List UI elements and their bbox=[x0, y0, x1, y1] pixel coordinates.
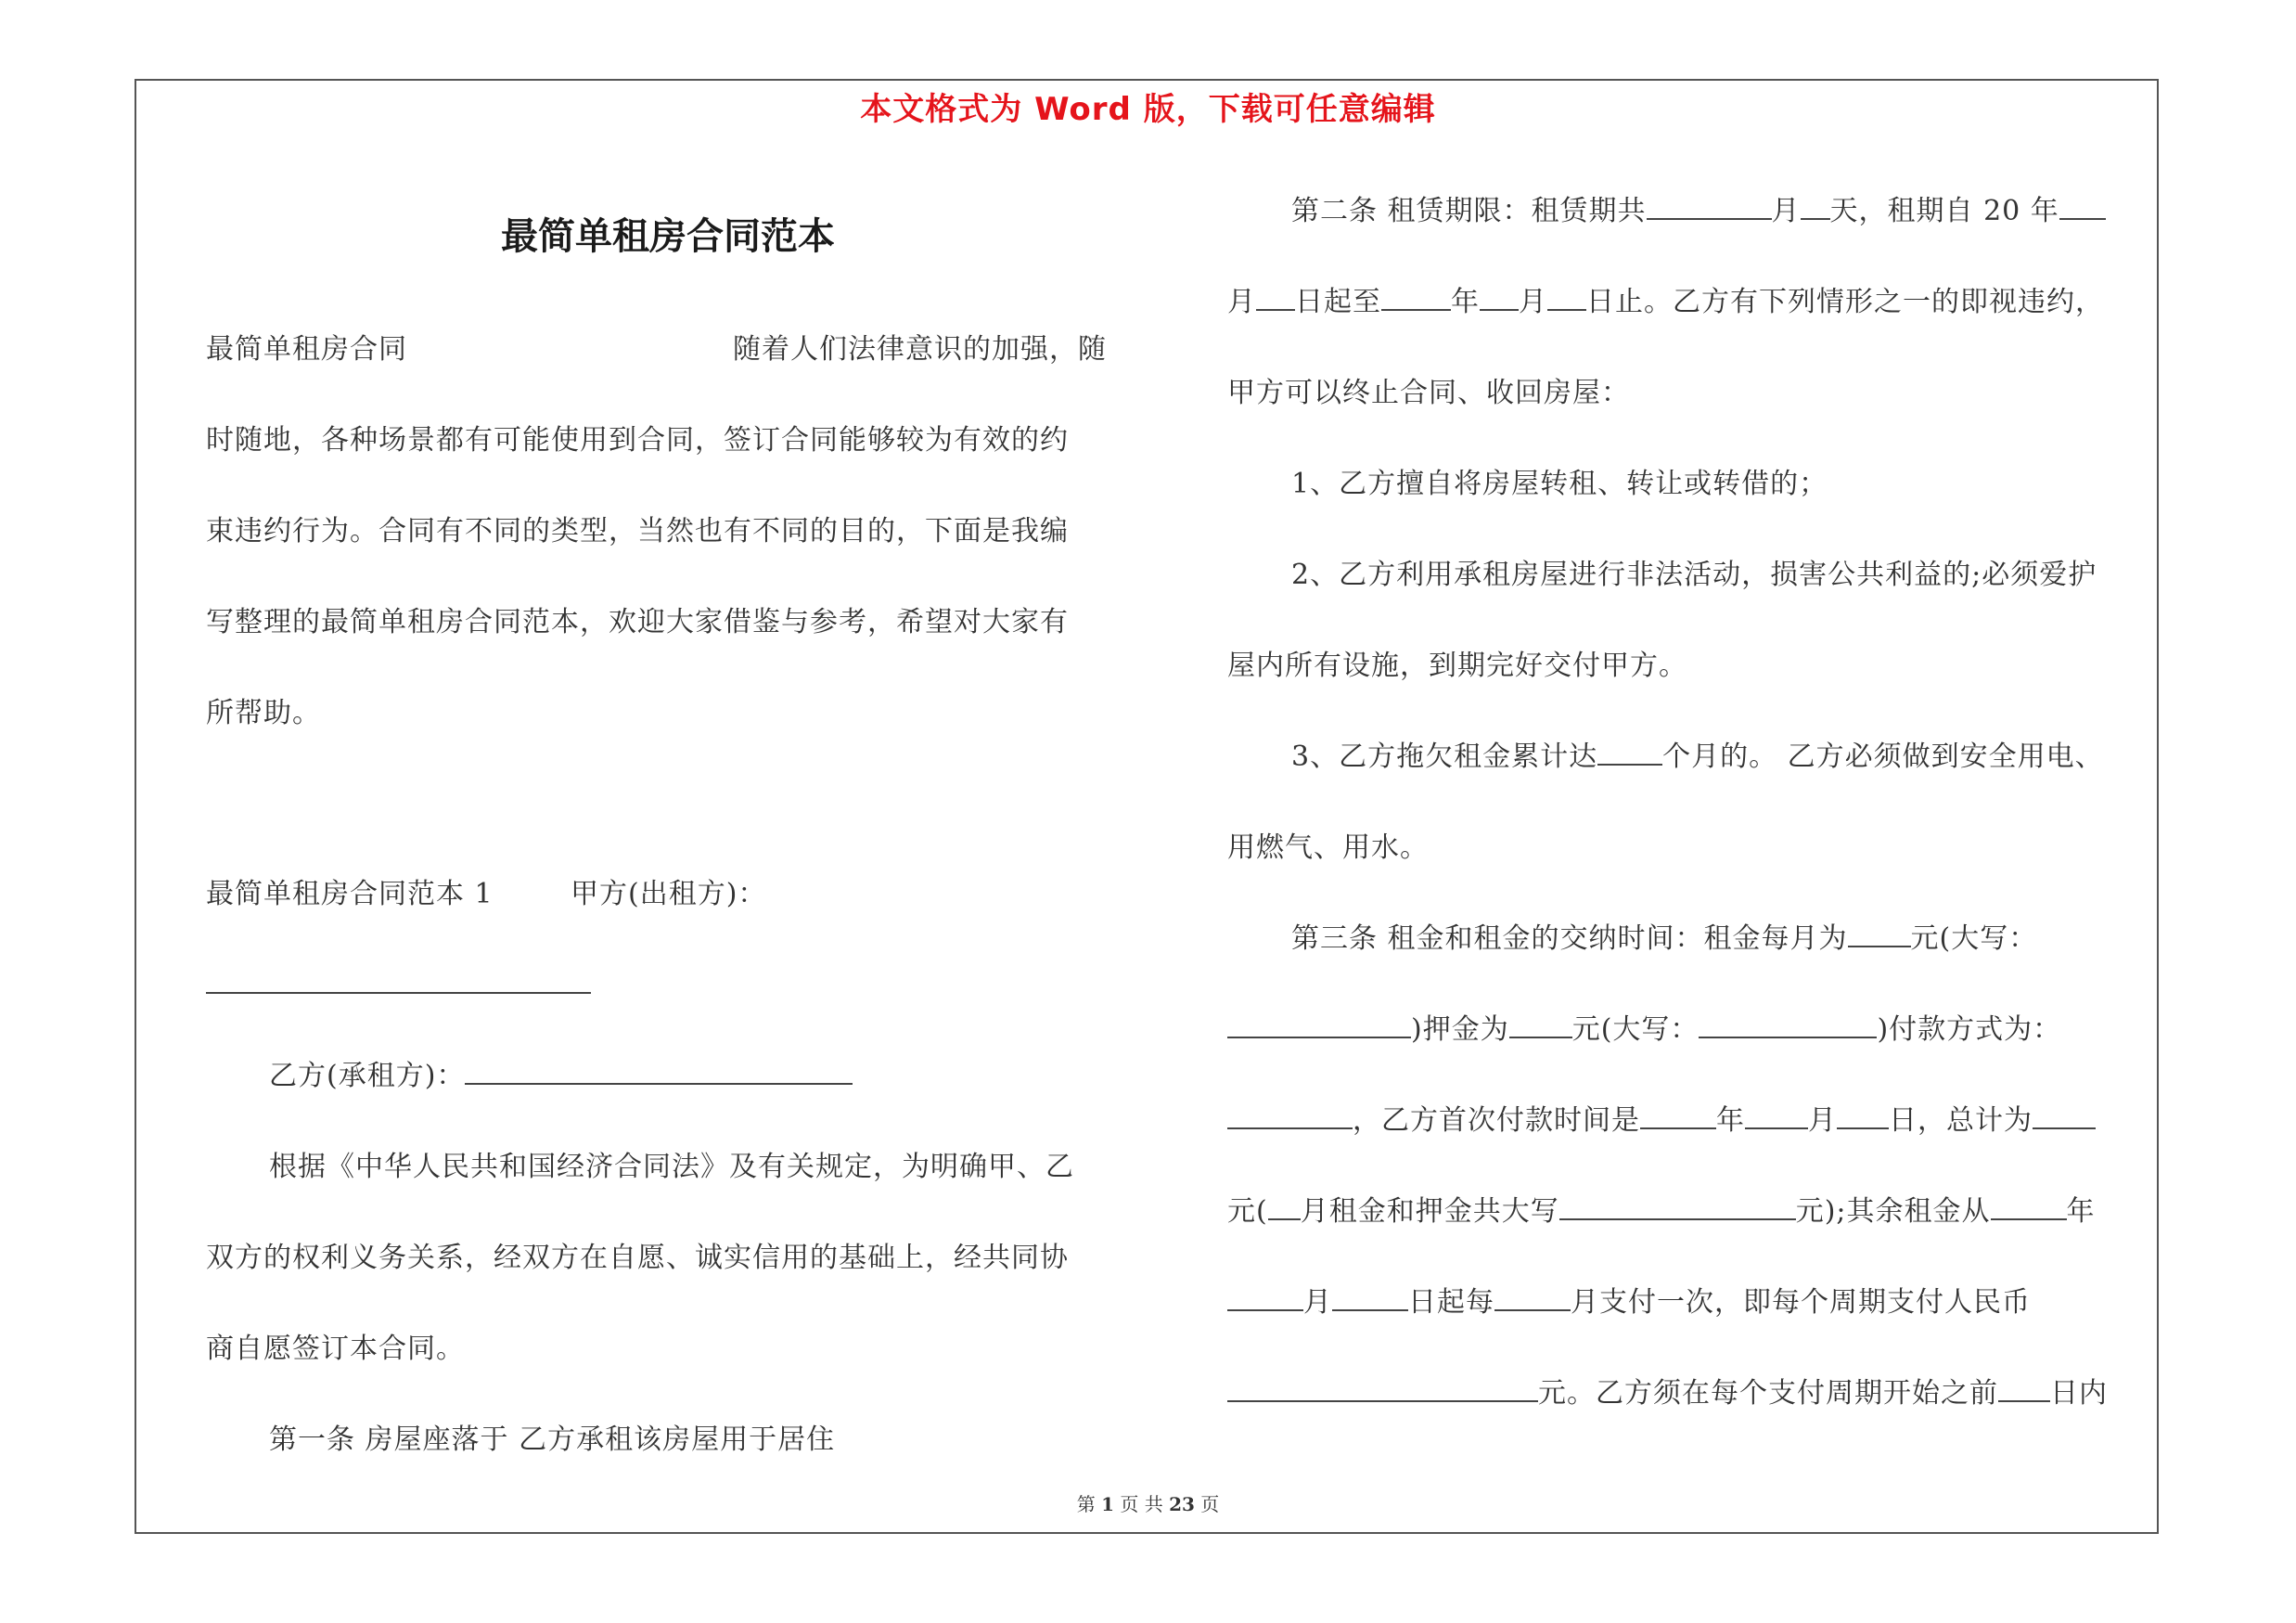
party-a-blank bbox=[206, 963, 591, 1008]
party-b-label: 乙方(承租方)： bbox=[269, 1060, 466, 1092]
article-1: 第一条 房屋座落于 乙方承租该房屋用于居住 bbox=[269, 1423, 836, 1456]
format-banner: 本文格式为 Word 版，下载可任意编辑 bbox=[860, 91, 1436, 128]
violation-item-3: 3、乙方拖欠租金累计达 个月的。 乙方必须做到安全用电、 bbox=[1291, 735, 2104, 779]
intro-line-1: 随着人们法律意识的加强，随 bbox=[733, 333, 1107, 366]
violation-item-1: 1、乙方擅自将房屋转租、转让或转借的； bbox=[1291, 468, 1828, 500]
violation-item-2-cont: 屋内所有设施，到期完好交付甲方。 bbox=[1227, 650, 1687, 682]
total-pages: 23 bbox=[1169, 1493, 1195, 1515]
party-b-row bbox=[269, 1054, 853, 1099]
violation-item-2: 2、乙方利用承租房屋进行非法活动，损害公共利益的;必须爱护 bbox=[1291, 559, 2097, 591]
article-2-line-1: 第二条 租赁期限：租赁期共 月 天，租期自 20 年 bbox=[1291, 189, 2106, 234]
violation-item-3-cont: 用燃气、用水。 bbox=[1227, 831, 1429, 864]
party-b-blank bbox=[465, 1055, 853, 1085]
intro-line-5: 所帮助。 bbox=[206, 697, 321, 729]
basis-line-2: 双方的权利义务关系，经双方在自愿、诚实信用的基础上，经共同协 bbox=[206, 1242, 1069, 1274]
article-3-line-2: )押金为 元(大写： )付款方式为： bbox=[1227, 1008, 2061, 1052]
intro-line-3: 束违约行为。合同有不同的类型，当然也有不同的目的，下面是我编 bbox=[206, 515, 1069, 547]
intro-heading: 最简单租房合同 bbox=[206, 333, 407, 366]
intro-line-4: 写整理的最简单租房合同范本，欢迎大家借鉴与参考，希望对大家有 bbox=[206, 606, 1069, 638]
party-a-label: 甲方(出租方)： bbox=[571, 878, 767, 910]
intro-line-2: 时随地，各种场景都有可能使用到合同，签订合同能够较为有效的约 bbox=[206, 424, 1069, 457]
article-3-line-1: 第三条 租金和租金的交纳时间：租金每月为 元(大写： bbox=[1291, 917, 2037, 961]
article-3-line-3: ，乙方首次付款时间是 年 月 日，总计为 bbox=[1227, 1099, 2096, 1143]
article-3-line-4: 元( 月租金和押金共大写 元);其余租金从 年 bbox=[1227, 1190, 2096, 1234]
current-page: 1 bbox=[1101, 1493, 1114, 1515]
article-2-line-2: 月 日起至 年 月 日止。乙方有下列情形之一的即视违约， bbox=[1227, 280, 2104, 325]
sample-heading: 最简单租房合同范本 1 bbox=[206, 878, 494, 910]
basis-line-1: 根据《中华人民共和国经济合同法》及有关规定，为明确甲、乙 bbox=[269, 1151, 1074, 1183]
article-3-line-5: 月 日起每 月支付一次，即每个周期支付人民币 bbox=[1227, 1281, 2031, 1325]
page-footer: 第 1 页 共 23 页 bbox=[1076, 1493, 1220, 1515]
basis-line-3: 商自愿签订本合同。 bbox=[206, 1333, 465, 1365]
document-title: 最简单租房合同范本 bbox=[501, 214, 835, 258]
article-3-line-6: 元。乙方须在每个支付周期开始之前 日内 bbox=[1227, 1372, 2108, 1416]
article-2-line-3: 甲方可以终止合同、收回房屋： bbox=[1227, 377, 1630, 409]
